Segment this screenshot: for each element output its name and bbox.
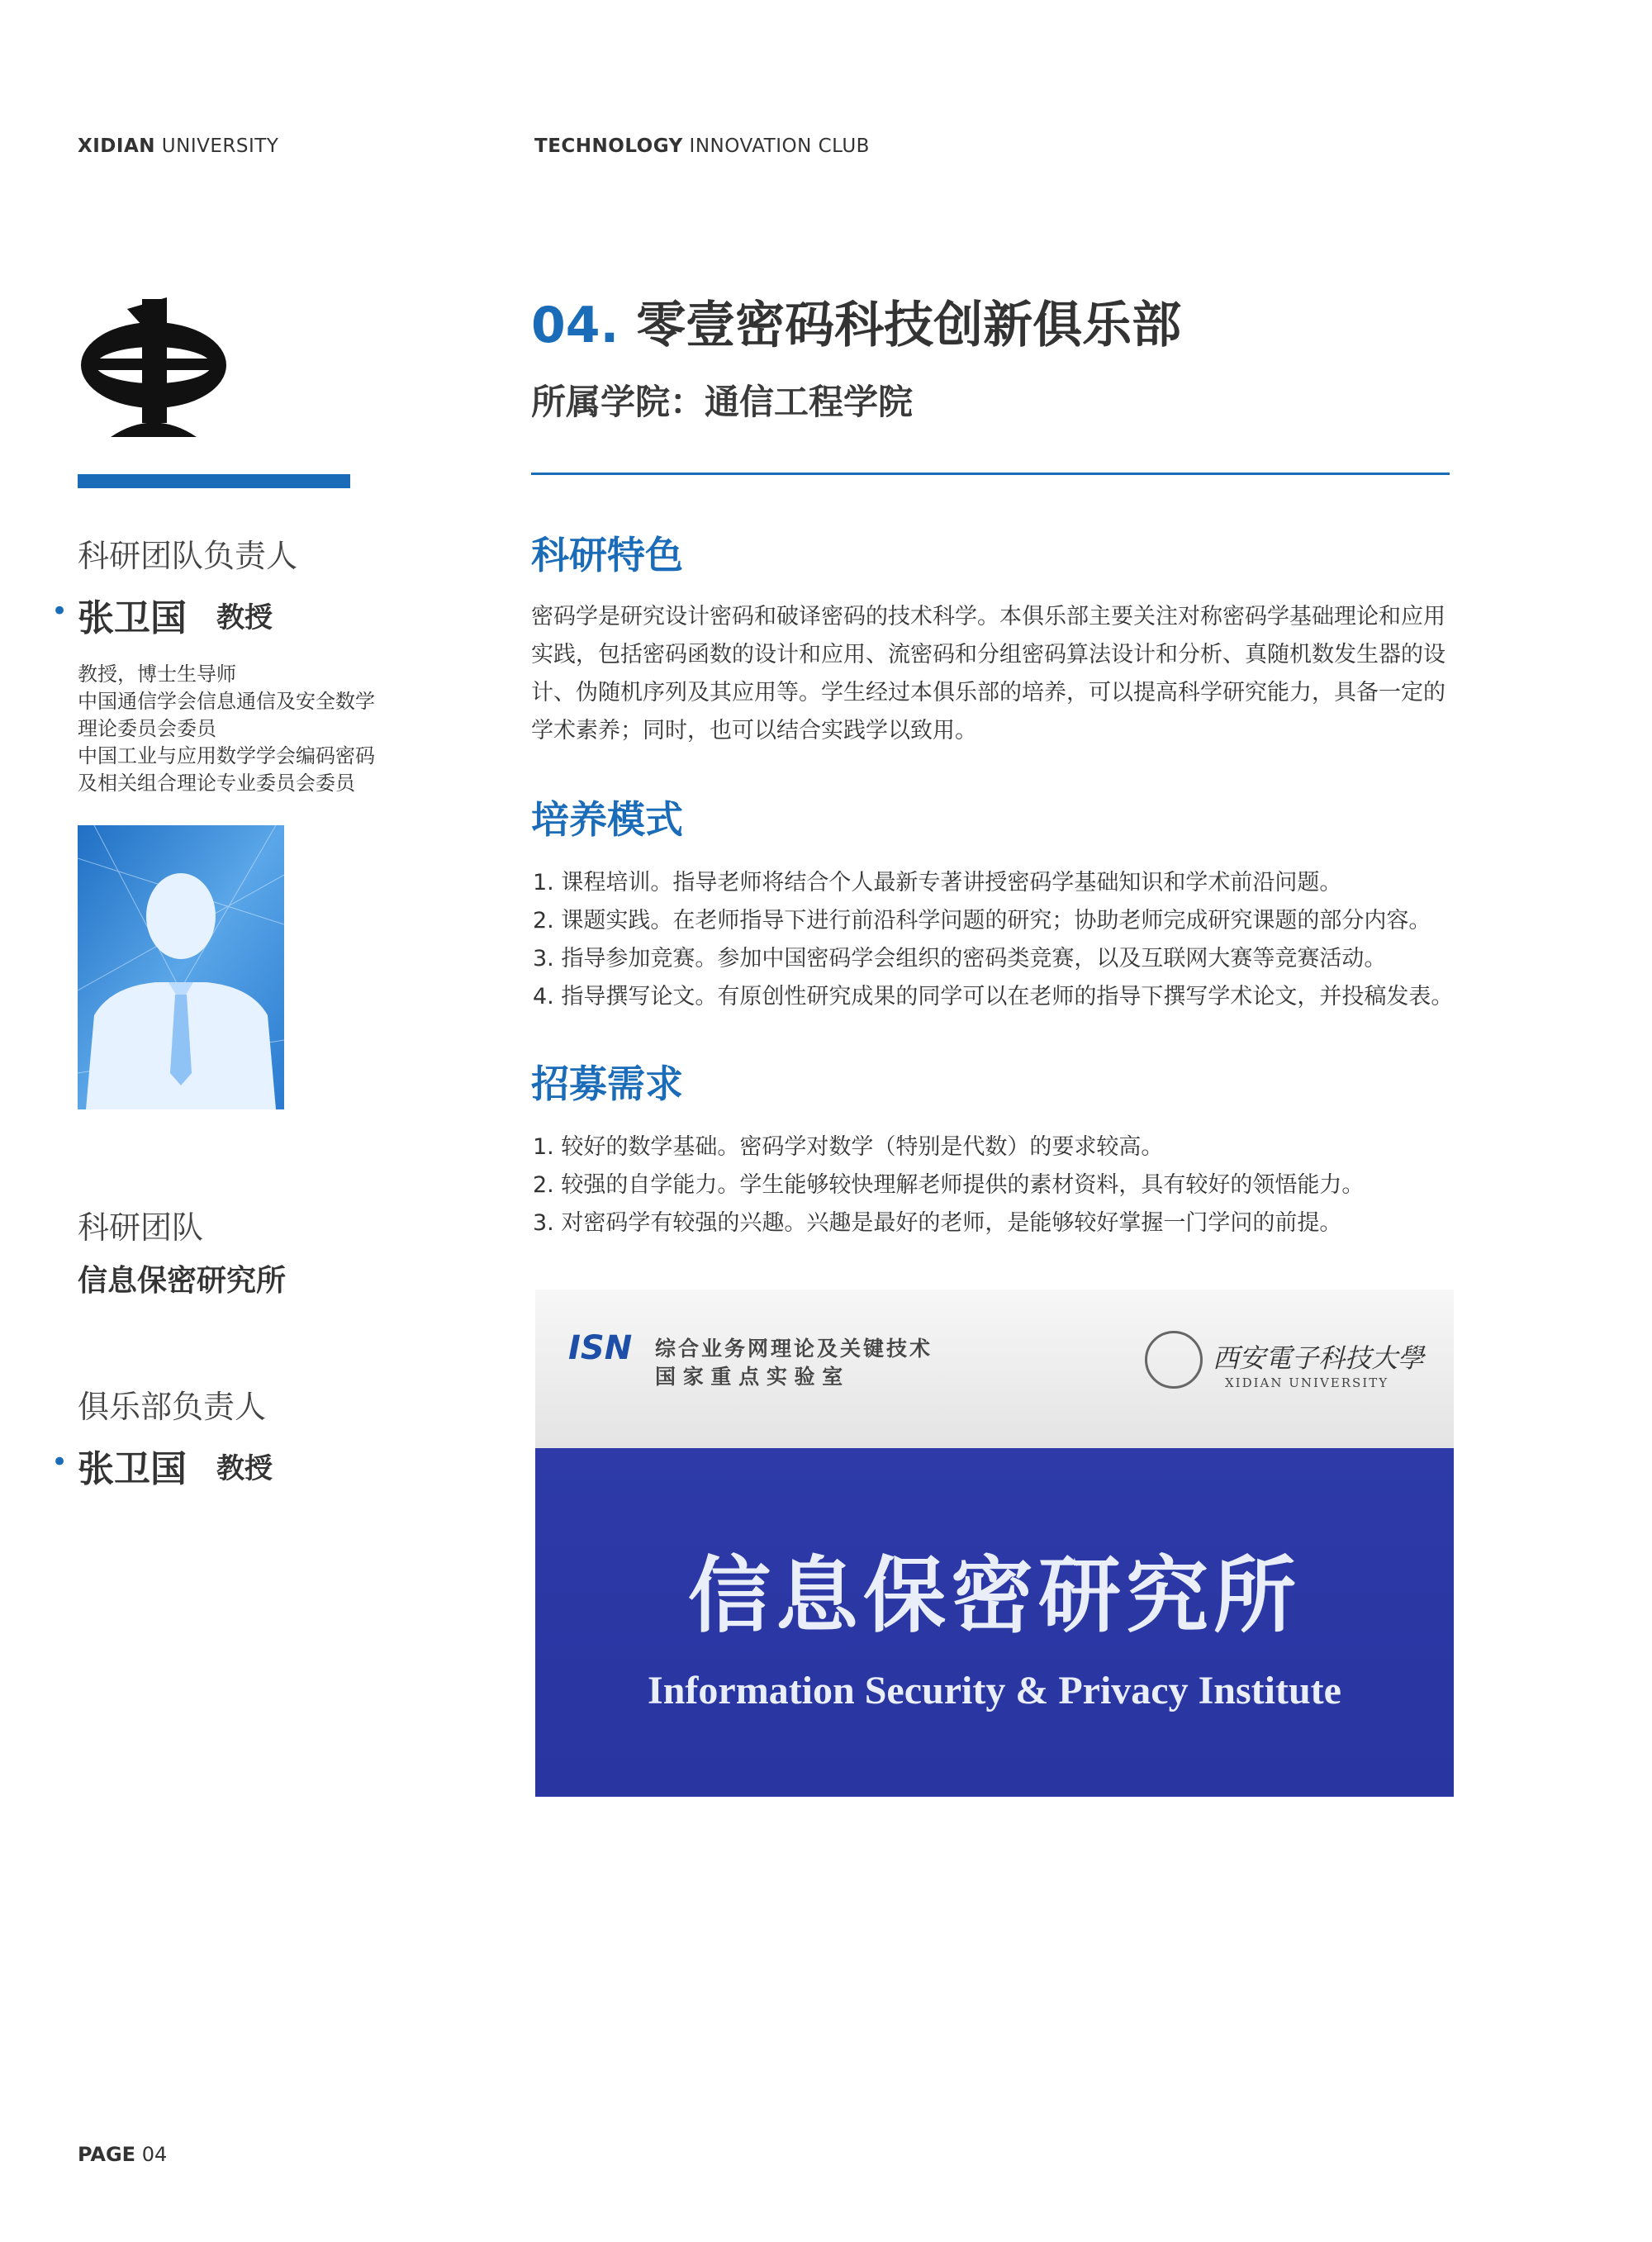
university-seal-icon (1145, 1331, 1203, 1389)
paragraph-line: 计、伪随机序列及其应用等。学生经过本俱乐部的培养，可以提高科学研究能力，具备一定的 (531, 680, 1446, 705)
leader-desc-line: 中国工业与应用数学学会编码密码 (78, 744, 375, 767)
institute-name-cn: 信息保密研究所 (688, 1546, 1301, 1644)
lab-name-line2: 国 家 重 点 实 验 室 (655, 1365, 843, 1389)
list-item: 1. 课程培训。指导老师将结合个人最新专著讲授密码学基础知识和学术前沿问题。 (533, 870, 1342, 895)
leader-description (78, 661, 375, 797)
page-num: 04 (135, 2143, 168, 2166)
title-number: 04. (531, 297, 620, 354)
leader-photo (78, 825, 284, 1109)
leader-label: 科研团队负责人 (78, 538, 298, 574)
list-item: 2. 较强的自学能力。学生能够较快理解老师提供的素材资料，具有较好的领悟能力。 (533, 1172, 1365, 1198)
divider (531, 473, 1450, 475)
isn-logo: ISN (568, 1329, 633, 1367)
paragraph-line: 学术素养；同时，也可以结合实践学以致用。 (531, 718, 977, 743)
header-left (78, 135, 278, 157)
college-line: 所属学院：通信工程学院 (531, 382, 914, 422)
club-leader-name: 张卫国 (78, 1448, 187, 1490)
accent-bar (78, 474, 350, 488)
list-item: 3. 对密码学有较强的兴趣。兴趣是最好的老师，是能够较好掌握一门学问的前提。 (533, 1210, 1342, 1236)
list-item: 4. 指导撰写论文。有原创性研究成果的同学可以在老师的指导下撰写学术论文，并投稿发表。 (533, 984, 1454, 1009)
list-item: 2. 课题实践。在老师指导下进行前沿科学问题的研究；协助老师完成研究课题的部分内容。 (533, 908, 1431, 933)
header-left-rest: UNIVERSITY (155, 135, 279, 157)
header-right-rest: INNOVATION CLUB (682, 135, 870, 157)
bullet-dot: • (51, 595, 69, 628)
leader-desc-line: 理论委员会委员 (78, 717, 216, 740)
header-right (534, 135, 870, 157)
title-text: 零壹密码科技创新俱乐部 (636, 297, 1182, 354)
page-number (78, 2143, 167, 2166)
leader-desc-line: 中国通信学会信息通信及安全数学 (78, 690, 375, 713)
section-body (531, 598, 1456, 750)
team-name: 信息保密研究所 (78, 1264, 287, 1298)
paragraph-line: 实践，包括密码函数的设计和应用、流密码和分组密码算法设计和分析、真随机数发生器的设 (531, 642, 1446, 667)
institute-sign-photo (535, 1290, 1454, 1797)
club-leader-label: 俱乐部负责人 (78, 1389, 267, 1425)
section-heading: 科研特色 (531, 533, 683, 577)
page-label: PAGE (78, 2143, 136, 2166)
paragraph-line: 密码学是研究设计密码和破译密码的技术科学。本俱乐部主要关注对称密码学基础理论和应用 (531, 604, 1446, 629)
bullet-dot: • (51, 1446, 69, 1479)
university-name-cn: 西安電子科技大學 (1213, 1342, 1425, 1374)
team-label: 科研团队 (78, 1209, 204, 1246)
leader-title: 教授 (216, 601, 273, 634)
university-name-en: XIDIAN UNIVERSITY (1225, 1375, 1389, 1390)
leader-desc-line: 及相关组合理论专业委员会委员 (78, 772, 355, 795)
lab-name-line1: 综合业务网理论及关键技术 (655, 1337, 933, 1361)
section-heading: 招募需求 (531, 1062, 683, 1106)
institute-name-en: Information Security & Privacy Institute (648, 1669, 1341, 1712)
leader-name: 张卫国 (78, 597, 187, 639)
page-title (531, 286, 1181, 357)
list-item: 3. 指导参加竞赛。参加中国密码学会组织的密码类竞赛，以及互联网大赛等竞赛活动。 (533, 946, 1387, 971)
list-item: 1. 较好的数学基础。密码学对数学（特别是代数）的要求较高。 (533, 1134, 1164, 1160)
header-left-bold: XIDIAN (78, 135, 155, 157)
header-right-bold: TECHNOLOGY (534, 135, 683, 157)
club-leader-title: 教授 (216, 1452, 273, 1485)
section-heading: 培养模式 (531, 797, 683, 842)
university-logo (78, 292, 230, 441)
leader-desc-line: 教授，博士生导师 (78, 663, 236, 686)
